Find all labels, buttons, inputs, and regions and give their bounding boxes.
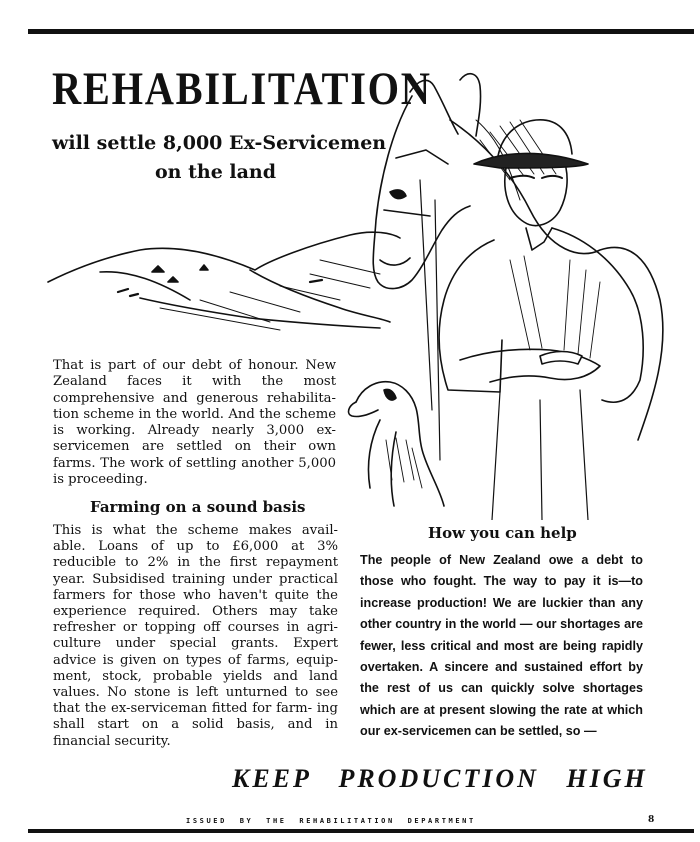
slogan: KEEP PRODUCTION HIGH bbox=[232, 764, 648, 793]
farmer bbox=[439, 120, 643, 520]
issued-by-credit: ISSUED BY THE REHABILITATION DEPARTMENT bbox=[186, 817, 476, 825]
page-number: 8 bbox=[648, 815, 655, 825]
lead-paragraph: That is part of our debt of honour. New Zealand faces it with the most comprehensive and generous rehabilita- tion scheme in the world. And the scheme is working. Already nearly 3,000 ex-servicemen are settled on their own farms. The work of settling another 5,000 is proceeding. bbox=[53, 358, 336, 488]
top-rule bbox=[28, 29, 694, 34]
subheadline-line-2: on the land bbox=[155, 161, 277, 183]
farming-heading: Farming on a sound basis bbox=[90, 498, 306, 516]
hills-landscape bbox=[48, 232, 400, 330]
headline: REHABILITATION bbox=[52, 63, 432, 115]
help-body: The people of New Zealand owe a debt to those who fought. The way to pay it is—to increase production! We are luckier than any other country in the world — our shortages are fewer, less critical and most are being rapidly overtaken. A sincere and sustained effort by the rest of us can quickly solve shortages which are at present slowing the rate at which our ex-servicemen can be settled, so — bbox=[360, 553, 643, 739]
dog bbox=[349, 382, 444, 506]
bottom-rule bbox=[28, 829, 694, 833]
farming-body: This is what the scheme makes avail- able. Loans of up to £6,000 at 3% reducible to 2% in the first repayment year. Subsidised training under practical farmers for those who haven't quite the experience required. Others may take refresher or topping off courses in agri- culture under special grants. Expert advice is given on types of farms, equip- ment, stock, probable yields and land values. No stone is left unturned to see that the ex-serviceman fitted for farm- ing shall start on a solid basis, and in financial security. bbox=[53, 523, 338, 749]
help-heading: How you can help bbox=[428, 524, 577, 542]
subheadline-line-1: will settle 8,000 Ex-Servicemen bbox=[52, 132, 387, 154]
